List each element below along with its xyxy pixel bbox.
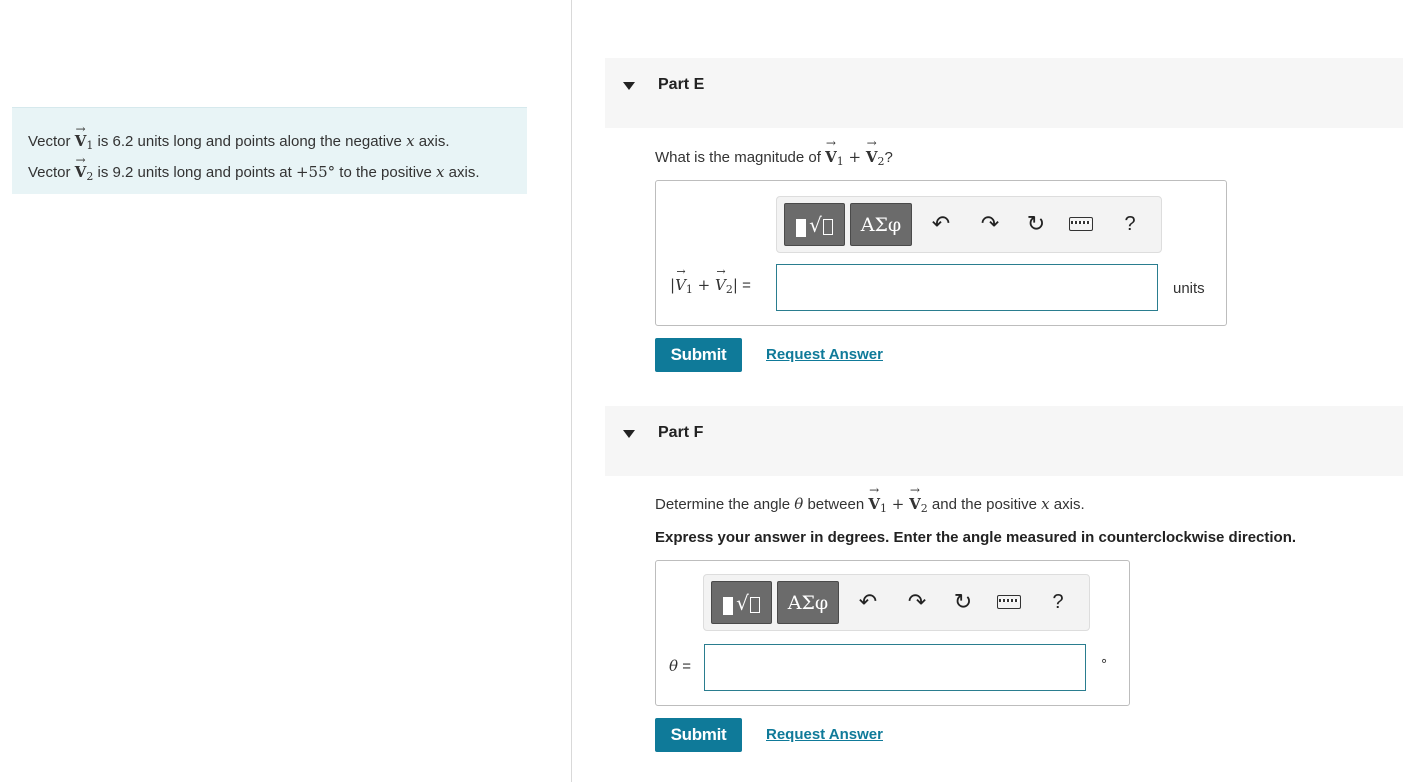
redo-icon[interactable]: ↷	[980, 211, 1000, 236]
templates-icon[interactable]: √	[711, 581, 772, 624]
problem-line-1: Vector → $V_1$ is 6.2 units long and points along the negative x axis.	[28, 128, 527, 159]
part-e-question: What is the magnitude of → $V_1$ + → $V_2$?	[655, 148, 893, 168]
part-f-instruction: Express your answer in degrees. Enter the angle measured in counterclockwise direction.	[655, 529, 1297, 546]
greek-symbols-icon[interactable]: ΑΣφ	[777, 581, 839, 624]
part-f-answer-label: θ =	[669, 657, 691, 675]
part-e-submit-button[interactable]: Submit	[655, 338, 742, 372]
part-f-submit-button[interactable]: Submit	[655, 718, 742, 752]
part-e-unit: units	[1173, 280, 1205, 297]
part-f-answer-box	[655, 560, 1130, 706]
keyboard-icon[interactable]	[1068, 211, 1094, 237]
column-divider	[571, 0, 572, 782]
vector-v2: → V	[75, 159, 87, 185]
part-e-request-answer-link[interactable]: Request Answer	[766, 346, 883, 363]
undo-icon[interactable]: ↶	[858, 589, 878, 614]
caret-down-icon[interactable]	[623, 82, 635, 90]
problem-statement	[12, 107, 527, 194]
part-e-header[interactable]	[605, 58, 1403, 128]
reset-icon[interactable]: ↻	[1026, 211, 1046, 236]
part-f-math-toolbar	[703, 574, 1090, 631]
help-icon[interactable]: ?	[1124, 212, 1136, 235]
part-f-title: Part F	[658, 424, 704, 441]
part-f-header[interactable]	[605, 406, 1403, 476]
vector-v1: → V	[75, 128, 87, 154]
part-e-math-toolbar	[776, 196, 1162, 253]
part-e-answer-input[interactable]	[776, 264, 1158, 311]
part-e-answer-label: |→ $V_1$ + → $V_2|$ =	[670, 276, 751, 296]
part-f-question: Determine the angle θ between → $V_1$ + → $V_2$ and the positive x axis.	[655, 495, 1085, 515]
greek-symbols-icon[interactable]: ΑΣφ	[850, 203, 912, 246]
part-e-title: Part E	[658, 76, 705, 93]
help-icon[interactable]: ?	[1052, 590, 1064, 613]
part-e-answer-box	[655, 180, 1227, 326]
part-f-request-answer-link[interactable]: Request Answer	[766, 726, 883, 743]
undo-icon[interactable]: ↶	[931, 211, 951, 236]
keyboard-icon[interactable]	[996, 589, 1022, 615]
problem-line-2: Vector → $V_2$ is 9.2 units long and points at +55° to the positive x axis.	[28, 159, 527, 190]
reset-icon[interactable]: ↻	[953, 589, 973, 614]
part-f-unit: ∘	[1100, 653, 1109, 668]
caret-down-icon[interactable]	[623, 430, 635, 438]
templates-icon[interactable]: √	[784, 203, 845, 246]
part-f-answer-input[interactable]	[704, 644, 1086, 691]
redo-icon[interactable]: ↷	[907, 589, 927, 614]
